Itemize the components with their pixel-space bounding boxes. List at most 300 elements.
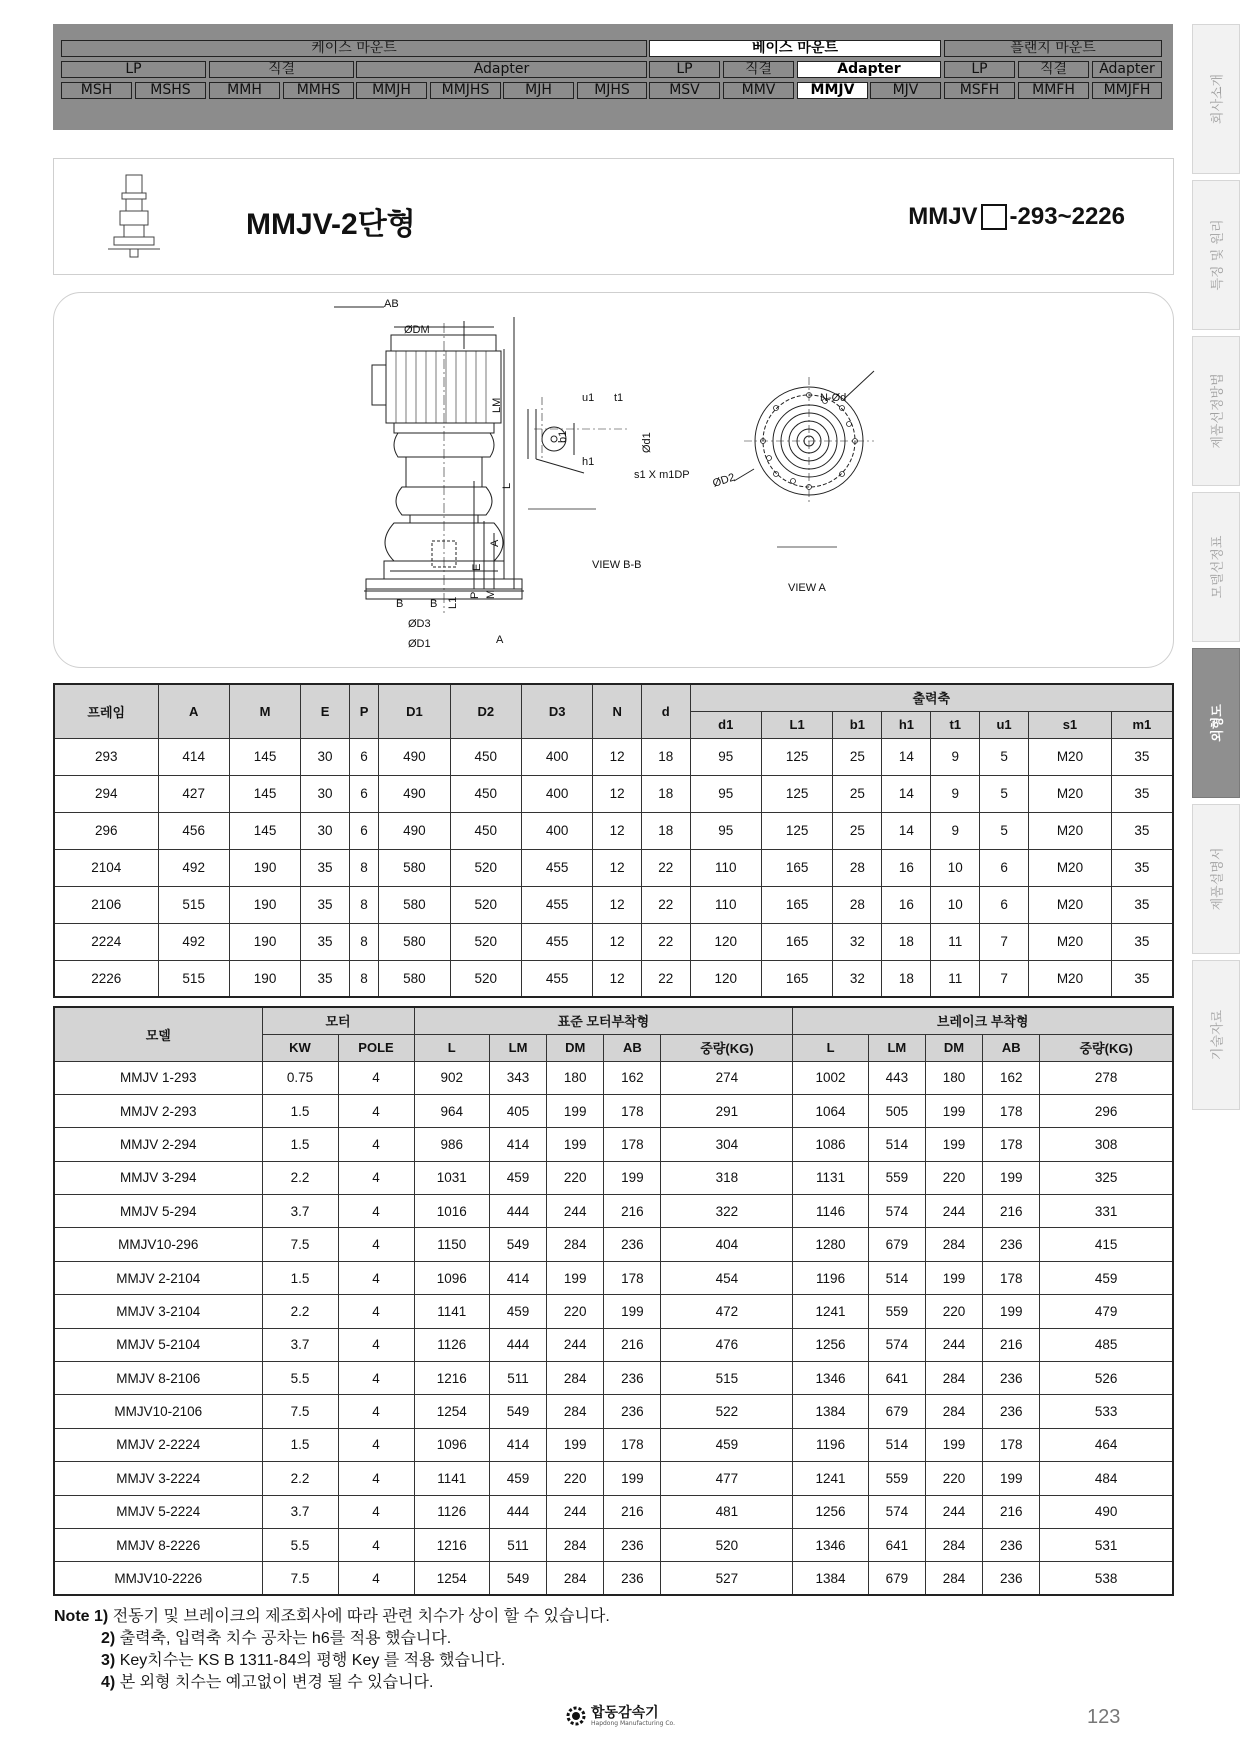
nav-sub-adapter[interactable]: Adapter: [797, 61, 941, 78]
nav-model[interactable]: MSHS: [135, 82, 206, 99]
table-cell: 1.5: [262, 1128, 338, 1161]
table-cell: 7.5: [262, 1228, 338, 1261]
table-cell: 3.7: [262, 1195, 338, 1228]
col-header: DM: [925, 1034, 982, 1061]
nav-model[interactable]: MMH: [209, 82, 280, 99]
table-cell: 1241: [793, 1295, 868, 1328]
col-header: M: [229, 684, 300, 738]
side-tab-manual[interactable]: 제품설명서: [1192, 804, 1240, 954]
col-header: D3: [521, 684, 592, 738]
model-row: [54, 1228, 1173, 1261]
table-cell: 1126: [414, 1328, 489, 1361]
nav-model[interactable]: MMJH: [356, 82, 427, 99]
table-cell: M20: [1029, 738, 1112, 775]
table-cell: 405: [489, 1094, 546, 1127]
table-cell: 1241: [793, 1462, 868, 1495]
nav-model[interactable]: MMV: [723, 82, 794, 99]
table-cell: 472: [661, 1295, 793, 1328]
col-header: LM: [868, 1034, 925, 1061]
table-cell: 456: [158, 812, 229, 849]
table-cell: 14: [882, 775, 931, 812]
nav-model[interactable]: MSV: [649, 82, 720, 99]
table-cell: 459: [489, 1462, 546, 1495]
nav-model[interactable]: MMFH: [1018, 82, 1089, 99]
col-header: KW: [262, 1034, 338, 1061]
table-cell: 162: [983, 1061, 1040, 1094]
table-cell: 490: [379, 738, 450, 775]
table-cell: 236: [983, 1562, 1040, 1595]
table-cell: 325: [1040, 1161, 1173, 1194]
table-cell: 35: [1111, 738, 1173, 775]
nav-group-flange-mount[interactable]: 플랜지 마운트: [944, 40, 1162, 57]
table-cell: 450: [450, 775, 521, 812]
table-cell: 178: [604, 1428, 661, 1461]
table-cell: 1126: [414, 1495, 489, 1528]
col-header: t1: [931, 711, 980, 738]
table-cell: 178: [983, 1094, 1040, 1127]
table-cell: 30: [301, 812, 350, 849]
side-tab-company[interactable]: 회사소개: [1192, 24, 1240, 174]
table-cell: 520: [450, 960, 521, 997]
table-cell: M20: [1029, 923, 1112, 960]
table-cell: MMJV 3-2224: [54, 1462, 262, 1495]
table-cell: 28: [833, 886, 882, 923]
table-cell: 450: [450, 812, 521, 849]
table-cell: 574: [868, 1495, 925, 1528]
table-cell: 190: [229, 960, 300, 997]
table-cell: 444: [489, 1328, 546, 1361]
table-cell: 455: [521, 960, 592, 997]
table-cell: 6: [980, 849, 1029, 886]
table-cell: 284: [925, 1395, 982, 1428]
table-cell: M20: [1029, 886, 1112, 923]
table-cell: 32: [833, 923, 882, 960]
table-cell: 216: [983, 1195, 1040, 1228]
table-cell: 1.5: [262, 1094, 338, 1127]
table-cell: 415: [1040, 1228, 1173, 1261]
table-cell: 165: [761, 886, 832, 923]
table-cell: 25: [833, 738, 882, 775]
table-cell: 199: [925, 1428, 982, 1461]
table-cell: 18: [882, 923, 931, 960]
table-cell: 2.2: [262, 1295, 338, 1328]
table-cell: 526: [1040, 1362, 1173, 1395]
dim-ab: AB: [384, 298, 399, 310]
table-cell: 549: [489, 1562, 546, 1595]
dim-u1: u1: [582, 392, 595, 404]
table-cell: 7: [980, 960, 1029, 997]
table-cell: MMJV 2-2104: [54, 1261, 262, 1294]
table-cell: 679: [868, 1228, 925, 1261]
table-cell: 180: [547, 1061, 604, 1094]
table-cell: 527: [661, 1562, 793, 1595]
table-cell: 455: [521, 923, 592, 960]
table-cell: 12: [593, 849, 642, 886]
table-cell: 574: [868, 1195, 925, 1228]
model-row: [54, 1295, 1173, 1328]
table-cell: 244: [925, 1495, 982, 1528]
table-cell: 284: [547, 1228, 604, 1261]
table-cell: 190: [229, 923, 300, 960]
view-a-label: VIEW A: [788, 582, 826, 594]
col-frame: 프레임: [54, 684, 158, 738]
table-cell: 284: [925, 1562, 982, 1595]
table-cell: 1196: [793, 1261, 868, 1294]
table-cell: 145: [229, 738, 300, 775]
dim-m: M: [485, 589, 497, 599]
table-cell: 0.75: [262, 1061, 338, 1094]
table-cell: 35: [1111, 812, 1173, 849]
nav-sub-lp[interactable]: LP: [649, 61, 720, 78]
table-cell: 4: [338, 1328, 414, 1361]
table-cell: 4: [338, 1094, 414, 1127]
table-cell: 490: [379, 812, 450, 849]
table-cell: 220: [925, 1462, 982, 1495]
table-cell: 455: [521, 886, 592, 923]
nav-sub-lp[interactable]: LP: [61, 61, 206, 78]
table-cell: 291: [661, 1094, 793, 1127]
table-cell: 284: [925, 1528, 982, 1561]
table-cell: 8: [349, 923, 378, 960]
table-cell: 199: [983, 1295, 1040, 1328]
table-cell: 178: [604, 1128, 661, 1161]
frame-row: [54, 960, 1173, 997]
table-cell: 294: [54, 775, 158, 812]
table-cell: 5.5: [262, 1362, 338, 1395]
table-cell: 216: [604, 1328, 661, 1361]
col-header: D1: [379, 684, 450, 738]
table-cell: 162: [604, 1061, 661, 1094]
table-cell: 450: [450, 738, 521, 775]
table-cell: 538: [1040, 1562, 1173, 1595]
table-cell: 986: [414, 1128, 489, 1161]
company-logo: 합동감속기 Hapdong Manufacturing Co.: [565, 1705, 675, 1727]
table-cell: 284: [925, 1362, 982, 1395]
col-header: h1: [882, 711, 931, 738]
frame-row: [54, 812, 1173, 849]
table-cell: MMJV 3-2104: [54, 1295, 262, 1328]
table-cell: 178: [604, 1261, 661, 1294]
table-cell: MMJV10-296: [54, 1228, 262, 1261]
table-cell: 12: [593, 738, 642, 775]
table-cell: 6: [349, 738, 378, 775]
side-tab-outline[interactable]: 외형도: [1192, 648, 1240, 798]
table-cell: 9: [931, 775, 980, 812]
nav-sub-lp[interactable]: LP: [944, 61, 1015, 78]
frame-dimension-table: [53, 683, 1174, 998]
table-cell: 12: [593, 960, 642, 997]
table-cell: 1346: [793, 1528, 868, 1561]
nav-model[interactable]: MJHS: [577, 82, 647, 99]
table-cell: 220: [925, 1161, 982, 1194]
table-cell: 404: [661, 1228, 793, 1261]
table-cell: 641: [868, 1362, 925, 1395]
model-table-body: [54, 1061, 1173, 1595]
table-cell: 178: [604, 1094, 661, 1127]
notes: [54, 1606, 610, 1694]
table-cell: 199: [547, 1428, 604, 1461]
table-cell: 236: [983, 1395, 1040, 1428]
table-cell: 2.2: [262, 1462, 338, 1495]
table-cell: 216: [604, 1495, 661, 1528]
table-cell: MMJV 3-294: [54, 1161, 262, 1194]
table-cell: 559: [868, 1462, 925, 1495]
nav-model[interactable]: MMJHS: [430, 82, 501, 99]
table-cell: M20: [1029, 775, 1112, 812]
table-cell: 580: [379, 886, 450, 923]
table-cell: 902: [414, 1061, 489, 1094]
table-cell: 4: [338, 1562, 414, 1595]
table-cell: 1254: [414, 1562, 489, 1595]
table-cell: 199: [604, 1161, 661, 1194]
table-cell: 459: [489, 1161, 546, 1194]
table-cell: 574: [868, 1328, 925, 1361]
outline-drawing-box: [53, 292, 1174, 668]
table-cell: 32: [833, 960, 882, 997]
table-cell: 35: [301, 923, 350, 960]
table-cell: 1384: [793, 1395, 868, 1428]
table-cell: 1256: [793, 1328, 868, 1361]
table-cell: 284: [547, 1562, 604, 1595]
table-cell: 1.5: [262, 1261, 338, 1294]
motor-group: 모터: [262, 1007, 414, 1034]
table-cell: 481: [661, 1495, 793, 1528]
frame-row: [54, 923, 1173, 960]
col-header: P: [349, 684, 378, 738]
col-header: AB: [983, 1034, 1040, 1061]
dim-e: E: [471, 563, 483, 571]
table-cell: 964: [414, 1094, 489, 1127]
side-tab-tech-data[interactable]: 기술자료: [1192, 960, 1240, 1110]
nav-group-base-mount[interactable]: 베이스 마운트: [649, 40, 941, 57]
col-header: L1: [761, 711, 832, 738]
nav-model-active[interactable]: MMJV: [797, 82, 868, 99]
table-cell: MMJV 5-2104: [54, 1328, 262, 1361]
dim-d1-small: Ød1: [641, 432, 653, 453]
table-cell: 641: [868, 1528, 925, 1561]
nav-group-case-mount[interactable]: 케이스 마운트: [61, 40, 647, 57]
table-cell: 18: [882, 960, 931, 997]
table-cell: 4: [338, 1061, 414, 1094]
table-cell: 679: [868, 1395, 925, 1428]
nav-model[interactable]: MJH: [503, 82, 574, 99]
table-cell: 216: [983, 1328, 1040, 1361]
table-cell: MMJV10-2226: [54, 1562, 262, 1595]
table-cell: 25: [833, 812, 882, 849]
table-cell: 199: [983, 1161, 1040, 1194]
table-cell: 12: [593, 775, 642, 812]
side-tab-selection-method[interactable]: 제품선정방법: [1192, 336, 1240, 486]
table-cell: 236: [604, 1528, 661, 1561]
nav-sub-direct[interactable]: 직결: [723, 61, 794, 78]
table-cell: 284: [547, 1395, 604, 1428]
table-cell: 199: [983, 1462, 1040, 1495]
dim-s1: s1 X m1DP: [634, 469, 690, 481]
nav-model[interactable]: MMHS: [283, 82, 354, 99]
dim-p: P: [469, 591, 481, 599]
dim-b-left: B: [396, 598, 404, 610]
mount-type-nav: [53, 24, 1173, 130]
table-cell: 3.7: [262, 1495, 338, 1528]
col-header: 중량(KG): [1040, 1034, 1173, 1061]
side-tab-model-table[interactable]: 모델선정표: [1192, 492, 1240, 642]
nav-model[interactable]: MSFH: [944, 82, 1015, 99]
table-cell: 511: [489, 1528, 546, 1561]
table-cell: 490: [1040, 1495, 1173, 1528]
table-cell: 1086: [793, 1128, 868, 1161]
table-cell: 580: [379, 960, 450, 997]
col-header: N: [593, 684, 642, 738]
table-cell: 120: [690, 960, 761, 997]
table-cell: 11: [931, 960, 980, 997]
table-cell: 454: [661, 1261, 793, 1294]
col-header: d1: [690, 711, 761, 738]
col-header: D2: [450, 684, 521, 738]
table-cell: 514: [868, 1428, 925, 1461]
table-cell: 308: [1040, 1128, 1173, 1161]
table-cell: 190: [229, 849, 300, 886]
dim-h1: h1: [582, 456, 595, 468]
table-cell: 284: [547, 1528, 604, 1561]
table-cell: 220: [547, 1295, 604, 1328]
table-cell: MMJV 1-293: [54, 1061, 262, 1094]
table-cell: 2224: [54, 923, 158, 960]
nav-sub-direct[interactable]: 직결: [1018, 61, 1089, 78]
table-cell: 5: [980, 775, 1029, 812]
table-cell: 2226: [54, 960, 158, 997]
table-cell: 549: [489, 1395, 546, 1428]
table-cell: 427: [158, 775, 229, 812]
table-cell: MMJV 5-294: [54, 1195, 262, 1228]
table-cell: 4: [338, 1161, 414, 1194]
outline-drawing: [54, 293, 1175, 669]
table-cell: 199: [547, 1128, 604, 1161]
table-cell: 4: [338, 1128, 414, 1161]
table-cell: 216: [983, 1495, 1040, 1528]
model-range: MMJV -293~2226: [908, 203, 1125, 230]
table-cell: 14: [882, 812, 931, 849]
dim-d2: ØD2: [711, 471, 737, 490]
table-cell: 520: [450, 923, 521, 960]
table-cell: 414: [158, 738, 229, 775]
note-item: Note 1) 전동기 및 브레이크의 제조회사에 따라 관련 치수가 상이 할 수 있습니다.: [54, 1608, 610, 1625]
nav-model[interactable]: MSH: [61, 82, 132, 99]
table-cell: 4: [338, 1362, 414, 1395]
output-shaft-group: 출력축: [690, 684, 1173, 711]
table-cell: 236: [983, 1528, 1040, 1561]
table-cell: 244: [547, 1328, 604, 1361]
col-header: s1: [1029, 711, 1112, 738]
table-cell: 444: [489, 1195, 546, 1228]
table-cell: 18: [641, 775, 690, 812]
table-cell: 110: [690, 849, 761, 886]
nav-model[interactable]: MJV: [870, 82, 941, 99]
table-cell: MMJV 2-294: [54, 1128, 262, 1161]
table-cell: 236: [604, 1228, 661, 1261]
nav-model[interactable]: MMJFH: [1092, 82, 1162, 99]
dim-l1: L1: [447, 596, 459, 609]
table-cell: 1002: [793, 1061, 868, 1094]
page-title: MMJV-2단형: [246, 208, 416, 241]
table-cell: 190: [229, 886, 300, 923]
model-row: [54, 1128, 1173, 1161]
frame-row: [54, 849, 1173, 886]
table-cell: 244: [547, 1495, 604, 1528]
table-cell: 125: [761, 775, 832, 812]
brake-group: 브레이크 부착형: [793, 1007, 1173, 1034]
table-cell: 7: [980, 923, 1029, 960]
table-cell: 511: [489, 1362, 546, 1395]
model-placeholder-box: [981, 204, 1007, 230]
col-header: m1: [1111, 711, 1173, 738]
table-cell: 199: [925, 1128, 982, 1161]
col-header: A: [158, 684, 229, 738]
table-cell: MMJV 5-2224: [54, 1495, 262, 1528]
table-cell: 4: [338, 1462, 414, 1495]
table-cell: 25: [833, 775, 882, 812]
table-cell: 1031: [414, 1161, 489, 1194]
table-cell: MMJV10-2106: [54, 1395, 262, 1428]
table-cell: MMJV 8-2106: [54, 1362, 262, 1395]
table-cell: 477: [661, 1462, 793, 1495]
table-cell: 400: [521, 738, 592, 775]
table-cell: 125: [761, 812, 832, 849]
table-cell: 199: [604, 1462, 661, 1495]
table-cell: 236: [604, 1395, 661, 1428]
table-cell: 178: [983, 1261, 1040, 1294]
note-item: 2) 출력축, 입력축 치수 공차는 h6를 적용 했습니다.: [101, 1630, 452, 1647]
table-cell: 296: [54, 812, 158, 849]
table-cell: 455: [521, 849, 592, 886]
table-cell: 22: [641, 886, 690, 923]
table-cell: 120: [690, 923, 761, 960]
col-header: 중량(KG): [661, 1034, 793, 1061]
table-cell: 7.5: [262, 1395, 338, 1428]
nav-sub-direct[interactable]: 직결: [209, 61, 354, 78]
table-cell: 220: [925, 1295, 982, 1328]
table-cell: 6: [349, 812, 378, 849]
dim-dm: ØDM: [404, 324, 430, 336]
side-tab-features[interactable]: 특징 및 원리: [1192, 180, 1240, 330]
nav-sub-adapter[interactable]: Adapter: [356, 61, 647, 78]
table-cell: 520: [450, 849, 521, 886]
model-row: [54, 1195, 1173, 1228]
col-header: DM: [547, 1034, 604, 1061]
table-cell: 515: [158, 960, 229, 997]
dim-a: A: [489, 539, 501, 547]
dim-d1: ØD1: [408, 638, 431, 650]
table-cell: 459: [1040, 1261, 1173, 1294]
table-cell: 18: [641, 738, 690, 775]
table-cell: 244: [547, 1195, 604, 1228]
table-cell: 459: [661, 1428, 793, 1461]
table-cell: 522: [661, 1395, 793, 1428]
table-cell: 6: [349, 775, 378, 812]
model-row: [54, 1061, 1173, 1094]
table-cell: 2104: [54, 849, 158, 886]
table-cell: 4: [338, 1495, 414, 1528]
table-cell: 145: [229, 775, 300, 812]
table-cell: 414: [489, 1428, 546, 1461]
model-row: [54, 1261, 1173, 1294]
table-cell: M20: [1029, 960, 1112, 997]
nav-sub-adapter[interactable]: Adapter: [1092, 61, 1162, 78]
table-cell: 1216: [414, 1528, 489, 1561]
model-row: [54, 1362, 1173, 1395]
table-cell: 165: [761, 923, 832, 960]
table-cell: 199: [925, 1094, 982, 1127]
table-cell: 16: [882, 886, 931, 923]
